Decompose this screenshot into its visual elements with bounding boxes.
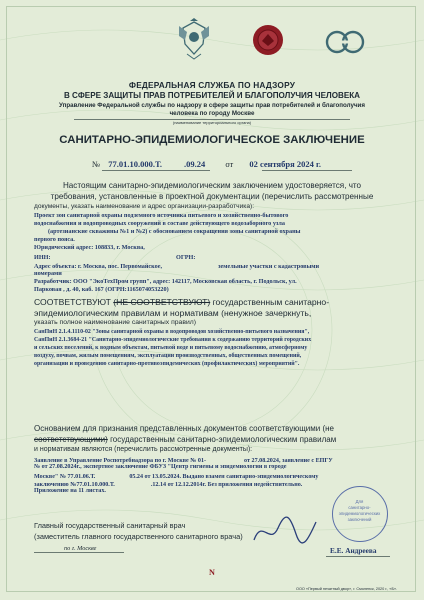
redacted-number: [162, 161, 184, 170]
service-name-line2: В СФЕРЕ ЗАЩИТЫ ПРАВ ПОТРЕБИТЕЛЕЙ И БЛАГОПОЛУЧИЯ ЧЕЛОВЕКА: [63, 91, 361, 100]
object-address-cont: номерами: [34, 270, 62, 277]
rules-line4: воздуху, почвам, жилым помещениям, эксплуатации производственных, общественных помещений,: [34, 353, 302, 359]
stamp-text1: Для: [355, 499, 364, 504]
signatory-title-line2: (заместитель главного государственного санитарного врача): [34, 532, 243, 541]
service-name-line1: ФЕДЕРАЛЬНАЯ СЛУЖБА ПО НАДЗОРУ: [128, 80, 296, 90]
basis-doc4: заключению №77.01.10.000.Т. .12.14 от 12.12.2014г. Без приложения недействительно.: [34, 481, 303, 488]
rules-line2: СанПиН 2.1.3684-21 "Санитарно-эпидемиологические требования к содержанию территорий городских: [34, 337, 312, 343]
basis-doc5: Приложение на 11 листах.: [34, 488, 106, 494]
basis-line2: соответствующими) государственным санитарно-эпидемиологическим правилам: [34, 435, 337, 444]
rospotrebnadzor-logo-icon: [324, 30, 366, 54]
intro-line3: документы, указать наименование и адрес организации-разработчика):: [34, 203, 255, 210]
round-stamp-icon: [332, 486, 388, 542]
inn-label: ИНН:: [34, 254, 51, 261]
coat-of-arms-icon: [175, 18, 213, 60]
issue-date: 02 сентября 2024 г.: [249, 159, 321, 169]
conformity-line3: указать полное наименование санитарных правил): [34, 319, 196, 326]
signatory-name: Е.Е. Андреева: [330, 546, 377, 555]
from-label: от: [225, 159, 234, 169]
rules-line1: СанПиН 2.1.4.1110-02 "Зоны санитарной охраны в водопроводов хозяйственно-питьевого назначения",: [34, 329, 310, 335]
signatory-title-line1: Главный государственный санитарный врач: [34, 521, 186, 530]
stamp-text2: санитарно-: [348, 505, 371, 510]
project-line3: (артезианские скважины №1 и №2) с обоснованием сокращения зоны санитарной охраны: [48, 228, 301, 235]
basis-line3: и нормативам являются (перечислить рассмотренные документы):: [34, 446, 253, 453]
intro-line2: требования, установленные в проектной документации (перечислить рассмотренные: [50, 192, 374, 201]
number-prefix: 77.01.10.000.Т.: [108, 159, 162, 169]
basis-line1: Основанием для признания представленных документов соответствующими (не: [34, 424, 334, 433]
legal-address: Юридический адрес: 108833, г. Москва,: [34, 244, 145, 251]
document-title: САНИТАРНО-ЭПИДЕМИОЛОГИЧЕСКОЕ ЗАКЛЮЧЕНИЕ: [59, 134, 365, 146]
printer-note: ООО «Первый печатный двор», г. Смоленск, 2020 г., «Б».: [296, 587, 398, 591]
project-line1: Проект зон санитарной охраны подземного источника питьевого и хозяйственно-бытового: [34, 212, 289, 219]
object-address: Адрес объекта: г. Москва, пос. Первомайское, земельные участки с кадастровыми: [34, 262, 320, 270]
department-line1: Управление Федеральной службы по надзору в сфере защиты прав потребителей и благополучия: [59, 102, 365, 109]
basis-doc2: № от 27.08.2024г., экспертное заключение ФБУЗ "Центр гигиены и эпидемиологии в городе: [34, 464, 287, 470]
red-seal-icon: [252, 24, 284, 56]
developer-line2: Парковая , д. 40, каб. 167 (ОГРН:1165074053220): [34, 286, 169, 293]
ogrn-label: ОГРН:: [176, 254, 196, 261]
certificate-number-row: [92, 159, 321, 170]
conformity-line2: эпидемиологическим правилам и нормативам (ненужное зачеркнуть,: [34, 308, 312, 318]
department-caption: (наименование территориального органа): [172, 120, 252, 125]
department-line2: человека по городу Москве: [169, 110, 255, 117]
stamp-text3: эпидемиологических: [338, 511, 381, 516]
stamp-text4: заключений: [347, 517, 372, 522]
signatory-region: по г. Москве: [64, 545, 97, 552]
not-conformity-word: (НЕ СООТВЕТСТВУЮТ): [113, 297, 211, 307]
rules-line3: и сельских поселений, к водным объектам, питьевой воде и питьевому водоснабжению, атмосферному: [34, 345, 308, 351]
basis-doc3: Москве" № 77.01.06.Т. 05.24 от 13.05.2024. Выдано взамен санитарно-эпидемиологическому: [34, 473, 319, 480]
intro-line1: Настоящим санитарно-эпидемиологическим заключением удостоверяется, что: [62, 181, 362, 190]
serial-letter: N: [209, 568, 215, 577]
conformity-word: СООТВЕТСТВУЮТ: [34, 297, 111, 307]
project-line2: водоснабжения и водопроводных сооружений в составе действующего водозаборного узла: [34, 220, 285, 227]
conformity-line1: СООТВЕТСТВУЮТ (НЕ СООТВЕТСТВУЮТ) государственным санитарно-: [34, 297, 330, 307]
basis-doc1: Заявление в Управление Роспотребнадзора по г. Москве № 01- от 27.08.2024, заявление с ЕПГУ: [34, 457, 333, 464]
rules-line5: организации и проведению санитарно-противоэпидемических (профилактических) мероприятий".: [34, 361, 300, 367]
signature-icon: [250, 510, 320, 550]
number-suffix: .09.24: [183, 159, 206, 169]
project-line4: первого пояса.: [34, 236, 75, 243]
number-label: №: [92, 159, 101, 169]
developer-line1: Разработчик: ООО "ЭкоТехПром групп", адрес: 142117, Московская область, г. Подольск, ул.: [34, 278, 297, 285]
